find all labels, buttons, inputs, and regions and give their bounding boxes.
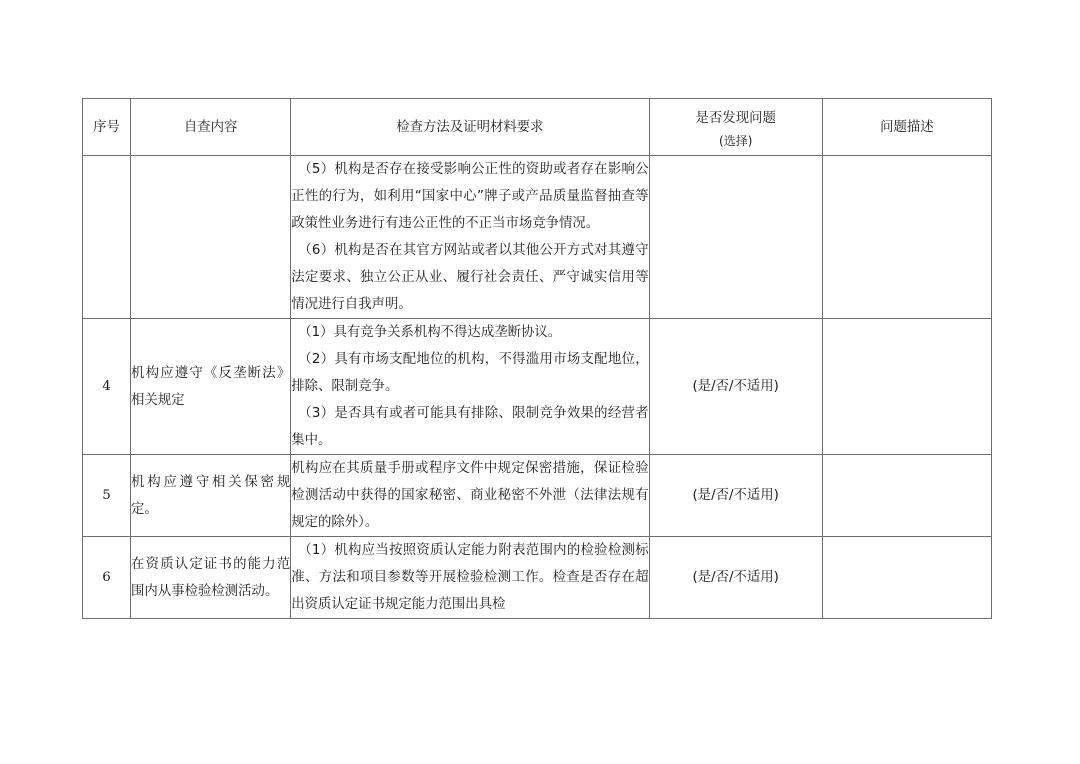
row-check-content: 在资质认定证书的能力范围内从事检验检测活动。 (131, 537, 291, 619)
row-check-method (291, 156, 649, 319)
row-issue-description[interactable] (822, 537, 991, 619)
row-issue-found[interactable]: (是/否/不适用) (649, 455, 822, 537)
header-issue-found (649, 99, 822, 156)
row-check-method (291, 319, 649, 455)
row-issue-found[interactable]: (是/否/不适用) (649, 319, 822, 455)
table-row (83, 156, 992, 319)
header-issue-description: 问题描述 (822, 99, 991, 156)
row-check-method (291, 537, 649, 619)
header-issue-found-hint: (选择) (719, 133, 753, 148)
header-serial-number: 序号 (83, 99, 131, 156)
table-row (83, 455, 992, 537)
method-paragraph: （1）机构应当按照资质认定能力附表范围内的检验检测标准、方法和项目参数等开展检验检测工作。检查是否存在超出资质认定证书规定能力范围出具检 (291, 543, 649, 612)
method-paragraph: （2）具有市场支配地位的机构，不得滥用市场支配地位，排除、限制竞争。 (291, 352, 649, 394)
self-check-table-page (82, 98, 992, 619)
row-issue-description[interactable] (822, 156, 991, 319)
row-check-content: 机构应遵守《反垄断法》相关规定 (131, 319, 291, 455)
table-row (83, 319, 992, 455)
row-check-method (291, 455, 649, 537)
row-serial-number: 4 (83, 319, 131, 455)
method-paragraph: 机构应在其质量手册或程序文件中规定保密措施，保证检验检测活动中获得的国家秘密、商业秘密不外泄（法律法规有规定的除外）。 (291, 461, 649, 530)
method-paragraph: （3）是否具有或者可能具有排除、限制竞争效果的经营者集中。 (291, 406, 649, 448)
header-issue-found-label: 是否发现问题 (695, 110, 776, 126)
method-paragraph: （1）具有竞争关系机构不得达成垄断协议。 (298, 325, 562, 340)
row-issue-description[interactable] (822, 319, 991, 455)
row-issue-found[interactable]: (是/否/不适用) (649, 537, 822, 619)
row-issue-found[interactable] (649, 156, 822, 319)
row-serial-number: 6 (83, 537, 131, 619)
self-check-table (82, 98, 992, 619)
method-paragraph: （5）机构是否存在接受影响公正性的资助或者存在影响公正性的行为，如利用“国家中心”牌子或产品质量监督抽查等政策性业务进行有违公正性的不正当市场竞争情况。 (291, 162, 649, 231)
method-paragraph: （6）机构是否在其官方网站或者以其他公开方式对其遵守法定要求、独立公正从业、履行社会责任、严守诚实信用等情况进行自我声明。 (291, 243, 649, 312)
header-check-content: 自查内容 (131, 99, 291, 156)
table-header-row (83, 99, 992, 156)
row-check-content: 机构应遵守相关保密规定。 (131, 455, 291, 537)
table-row (83, 537, 992, 619)
row-serial-number (83, 156, 131, 319)
header-check-method: 检查方法及证明材料要求 (291, 99, 649, 156)
row-issue-description[interactable] (822, 455, 991, 537)
row-serial-number: 5 (83, 455, 131, 537)
row-check-content (131, 156, 291, 319)
